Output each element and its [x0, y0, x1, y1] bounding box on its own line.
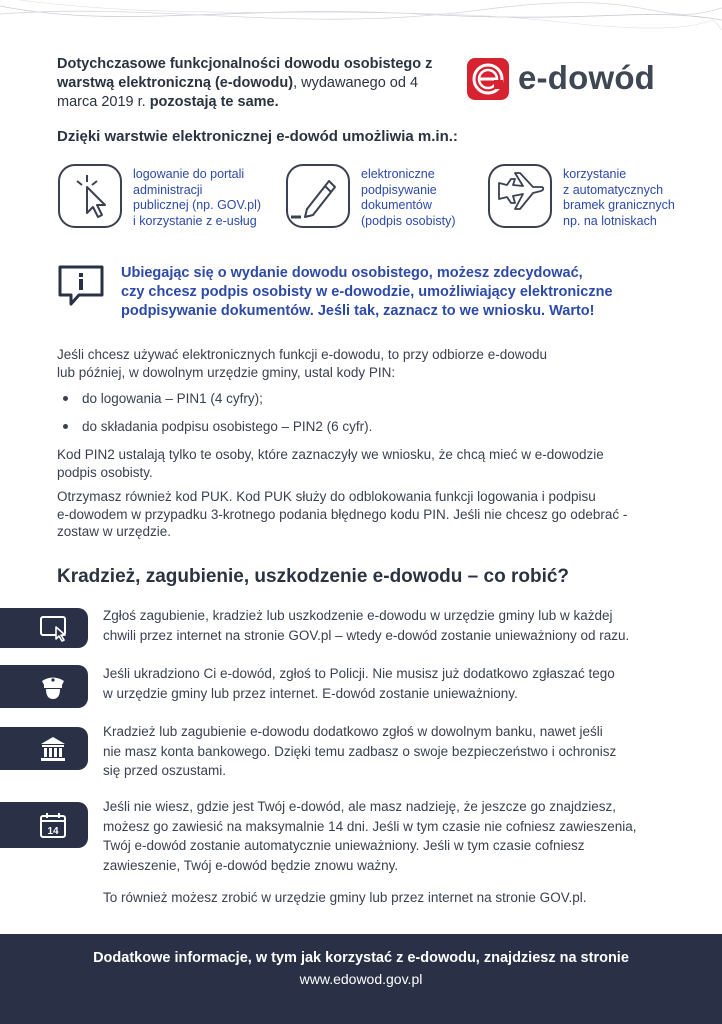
- feature-border-gates: [487, 163, 697, 238]
- bullet-text: do logowania – PIN1 (4 cyfry);: [82, 391, 263, 406]
- step-line: możesz go zawiesić na maksymalnie 14 dni. Jeśli w tym czasie nie cofniesz zawieszenia,: [103, 818, 637, 834]
- airplane-icon: [487, 163, 553, 229]
- info-speech-bubble-icon: [57, 264, 105, 308]
- feature-line: np. na lotniskach: [563, 213, 657, 228]
- feature-signature: [285, 163, 485, 238]
- puk-note-line: zostaw w urzędzie.: [57, 524, 172, 539]
- bullet-dot: [63, 424, 68, 429]
- list-item: [57, 418, 372, 446]
- step-police: [103, 664, 683, 703]
- bullet-text: do składania podpisu osobistego – PIN2 (6 cyfr).: [82, 419, 373, 434]
- footer-url-link[interactable]: www.edowod.gov.pl: [299, 971, 423, 987]
- feature-login: [57, 163, 277, 238]
- intro-regular: , wydawanego od 4 marca 2019 r.: [57, 75, 419, 110]
- step-bank: [103, 722, 683, 781]
- step-line: chwili przez internet na stronie GOV.pl – wtedy e-dowód zostanie unieważniony od razu.: [103, 627, 630, 643]
- feature-line: administracji: [133, 182, 203, 197]
- list-item: [57, 390, 372, 418]
- step-report-loss: [103, 606, 683, 645]
- step-line: w urzędzie gminy lub przez internet. E-dowód zostanie unieważniony.: [103, 685, 518, 701]
- intro-paragraph: [57, 55, 457, 112]
- feature-line: (podpis osobisty): [361, 213, 456, 228]
- footer-banner: [0, 934, 722, 1024]
- feature-line: dokumentów: [361, 198, 432, 212]
- feature-line: z automatycznych: [563, 182, 664, 197]
- e-dowod-logo-icon: [466, 57, 510, 101]
- feature-signature-text: [361, 167, 456, 229]
- feature-line: podpisywanie: [361, 182, 437, 197]
- feature-line: bramek granicznych: [563, 198, 675, 212]
- footer-text: Dodatkowe informacje, w tym jak korzystać z e-dowodu, znajdziesz na stronie: [93, 950, 629, 966]
- feature-line: i korzystanie z e-usług: [133, 213, 257, 228]
- pen-signature-icon: [285, 163, 351, 229]
- step-line: Zgłoś zagubienie, kradzież lub uszkodzenie e-dowodu w urzędzie gminy lub w każdej: [103, 608, 613, 623]
- info-line: podpisywanie dokumentów. Jeśli tak, zaznacz to we wniosku. Warto!: [121, 303, 595, 319]
- intro-bold-1: Dotychczasowe funkcjonalności dowodu osobistego z warstwą elektroniczną (e-dowodu): [57, 56, 433, 91]
- step-tab-1: [0, 608, 88, 648]
- feature-border-gates-text: [563, 167, 675, 229]
- step-tab-2: [0, 665, 88, 708]
- puk-note-line: e-dowodem w przypadku 3-krotnego podania błędnego kodu PIN. Jeśli nie chcesz go odebrać -: [57, 506, 628, 522]
- step-line: Jeśli ukradziono Ci e-dowód, zgłoś to Policji. Nie musisz już dodatkowo zgłaszać tego: [103, 666, 615, 681]
- puk-note-line: Otrzymasz również kod PUK. Kod PUK służy do odblokowania funkcji logowania i podpisu: [57, 489, 596, 504]
- puk-note-paragraph: [57, 488, 677, 541]
- step-line: nie masz konta bankowego. Dzięki temu zadbasz o swoje bezpieczeństwo i ochronisz: [103, 743, 617, 759]
- pin-intro-line: lub później, w dowolnym urzędzie gminy, ustal kody PIN:: [57, 364, 396, 380]
- decorative-header-lines: [0, 0, 722, 40]
- feature-login-text: [133, 167, 261, 229]
- step-line: Twój e-dowód zostanie automatycznie unieważniony. Jeśli w tym czasie cofniesz: [103, 838, 585, 853]
- features-lead-heading: Dzięki warstwie elektronicznej e-dowód umożliwia m.in.:: [57, 128, 458, 145]
- feature-line: korzystanie: [563, 167, 627, 181]
- pin-intro-paragraph: [57, 346, 677, 381]
- calendar-number: 14: [47, 826, 59, 837]
- info-line: Ubiegając się o wydanie dowodu osobistego, możesz zdecydować,: [121, 265, 583, 281]
- info-line: czy chcesz podpis osobisty w e-dowodzie, umożliwiający elektroniczne: [121, 284, 613, 300]
- pin-intro-line: Jeśli chcesz używać elektronicznych funkcji e-dowodu, to przy odbiorze e-dowodu: [57, 347, 547, 362]
- step-line: Jeśli nie wiesz, gdzie jest Twój e-dowód, ale masz nadzieję, że jeszcze go znajdziesz,: [103, 799, 616, 814]
- police-officer-icon: [38, 672, 68, 702]
- pin2-note-paragraph: [57, 446, 677, 481]
- step-extra-note: To również możesz zrobić w urzędzie gminy lub przez internet na stronie GOV.pl.: [103, 890, 587, 905]
- step-tab-3: [0, 727, 88, 770]
- step-suspend: [103, 797, 683, 875]
- feature-line: logowanie do portali: [133, 167, 245, 181]
- intro-bold-2: pozostają te same.: [149, 94, 279, 110]
- bullet-dot: [63, 396, 68, 401]
- cursor-click-icon: [57, 163, 123, 229]
- section-title: Kradzież, zagubienie, uszkodzenie e-dowodu – co robić?: [57, 566, 570, 587]
- pin2-note-line: Kod PIN2 ustalają tylko te osoby, które zaznaczyły we wniosku, że chcą mieć w e-dowodzie: [57, 447, 604, 462]
- step-line: Kradzież lub zagubienie e-dowodu dodatkowo zgłoś w dowolnym banku, nawet jeśli: [103, 724, 603, 739]
- pin2-note-line: podpis osobisty.: [57, 464, 153, 480]
- info-callout: [57, 262, 687, 322]
- step-line: się przed oszustami.: [103, 763, 227, 778]
- bank-building-icon: [38, 734, 68, 764]
- step-line: zawieszenie, Twój e-dowód będzie znowu ważny.: [103, 857, 399, 873]
- step-tab-4: [0, 802, 88, 848]
- calendar-14-icon: [38, 810, 68, 840]
- e-dowod-logo: [466, 57, 686, 105]
- e-dowod-logo-text: e-dowód: [518, 59, 656, 96]
- tablet-touch-icon: [38, 613, 72, 643]
- feature-line: elektroniczne: [361, 167, 435, 181]
- feature-line: publicznej (np. GOV.pl): [133, 198, 262, 212]
- info-callout-text: [121, 264, 613, 321]
- pin-bullet-list: [57, 390, 372, 446]
